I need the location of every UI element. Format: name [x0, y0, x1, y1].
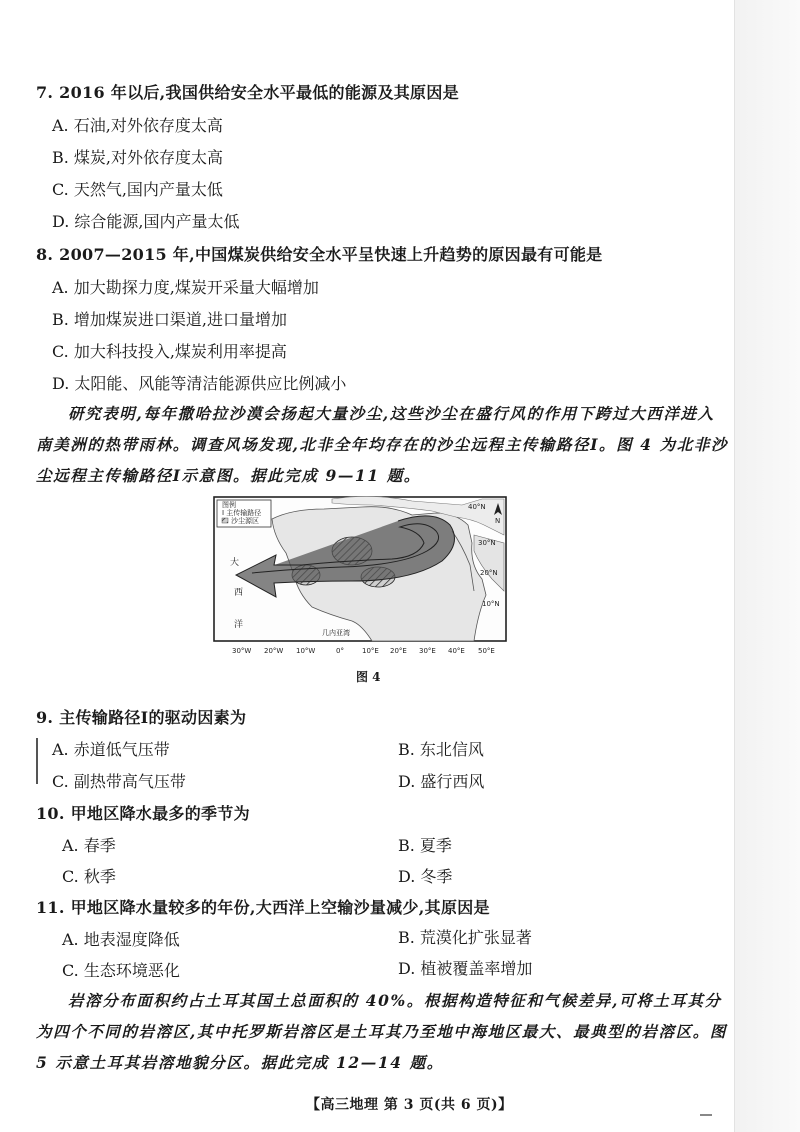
- lat-label-20n: 20°N: [480, 569, 498, 577]
- q8-option-d: D. 太阳能、风能等清洁能源供应比例减小: [52, 374, 347, 393]
- figure-4-dust-path-map: [212, 495, 510, 657]
- q11-option-b: B. 荒漠化扩张显著: [398, 928, 532, 947]
- passage1-line-2: 南美洲的热带雨林。调查风场发现,北非全年均存在的沙尘远程主传输路径Ⅰ。图 4 为北非沙: [36, 435, 729, 454]
- passage2-line-1: 岩溶分布面积约占土耳其国土总面积的 40%。根据构造特征和气候差异,可将土耳其分: [68, 991, 722, 1010]
- q10-option-b: B. 夏季: [398, 836, 452, 855]
- lon-label-40e: 40°E: [448, 647, 465, 655]
- lon-label-30e: 30°E: [419, 647, 436, 655]
- q10-option-c: C. 秋季: [62, 867, 116, 886]
- q9-option-a: A. 赤道低气压带: [52, 740, 170, 759]
- lon-label-20w: 20°W: [264, 647, 284, 655]
- legend-title: 图例: [222, 501, 236, 509]
- q7-option-a: A. 石油,对外依存度太高: [52, 116, 223, 135]
- q10-option-d: D. 冬季: [398, 867, 453, 886]
- ocean-label-2: 西: [234, 588, 244, 598]
- scan-edge: [734, 0, 800, 1132]
- q8-option-c: C. 加大科技投入,煤炭利用率提高: [52, 342, 287, 361]
- page-footer: 【高三地理 第 3 页(共 6 页)】: [306, 1097, 513, 1113]
- passage1-line-1: 研究表明,每年撒哈拉沙漠会扬起大量沙尘,这些沙尘在盛行风的作用下跨过大西洋进入: [68, 404, 715, 423]
- q9-option-b: B. 东北信风: [398, 740, 484, 759]
- question-10-title: 10. 甲地区降水最多的季节为: [36, 804, 250, 823]
- q11-option-c: C. 生态环境恶化: [62, 961, 180, 980]
- passage-sahara-dust: [36, 398, 729, 491]
- q8-option-b: B. 增加煤炭进口渠道,进口量增加: [52, 310, 288, 329]
- question-8-title: 8. 2007—2015 年,中国煤炭供给安全水平呈快速上升趋势的原因最有可能是: [36, 245, 603, 264]
- passage1-line-3: 尘远程主传输路径Ⅰ示意图。据此完成 9—11 题。: [36, 466, 421, 485]
- lon-label-30w: 30°W: [232, 647, 252, 655]
- lon-label-10e: 10°E: [362, 647, 379, 655]
- q7-option-b: B. 煤炭,对外依存度太高: [52, 148, 224, 167]
- lon-label-0: 0°: [336, 647, 344, 655]
- legend-dust-swatch: [222, 518, 228, 523]
- question-7-title: 7. 2016 年以后,我国供给安全水平最低的能源及其原因是: [36, 83, 459, 102]
- lat-label-40n: 40°N: [468, 503, 486, 511]
- q7-option-d: D. 综合能源,国内产量太低: [52, 212, 240, 231]
- figure-4-caption: 图 4: [356, 670, 381, 684]
- lat-label-10n: 10°N: [482, 600, 500, 608]
- legend-dust: 沙尘源区: [231, 517, 259, 525]
- north-label: N: [495, 517, 501, 525]
- legend-path: Ⅰ 主传输路径: [222, 509, 262, 517]
- q8-option-a: A. 加大勘探力度,煤炭开采量大幅增加: [52, 278, 319, 297]
- lon-label-20e: 20°E: [390, 647, 407, 655]
- passage2-line-2: 为四个不同的岩溶区,其中托罗斯岩溶区是土耳其乃至地中海地区最大、最典型的岩溶区。图: [36, 1022, 727, 1041]
- lon-label-50e: 50°E: [478, 647, 495, 655]
- scan-artifact-line: [36, 738, 38, 784]
- q11-option-d: D. 植被覆盖率增加: [398, 959, 533, 978]
- question-9-title: 9. 主传输路径Ⅰ的驱动因素为: [36, 708, 247, 727]
- passage-turkey-karst: [36, 985, 727, 1078]
- question-11-title: 11. 甲地区降水量较多的年份,大西洋上空输沙量减少,其原因是: [36, 898, 490, 917]
- lon-label-10w: 10°W: [296, 647, 316, 655]
- q11-option-a: A. 地表湿度降低: [62, 930, 180, 949]
- gulf-of-guinea-label: 几内亚湾: [322, 629, 350, 637]
- scan-dash-mark: [700, 1114, 712, 1116]
- passage2-line-3: 5 示意土耳其岩溶地貌分区。据此完成 12—14 题。: [36, 1053, 444, 1072]
- lat-label-30n: 30°N: [478, 539, 496, 547]
- q7-option-c: C. 天然气,国内产量太低: [52, 180, 223, 199]
- q10-option-a: A. 春季: [62, 836, 116, 855]
- q9-option-c: C. 副热带高气压带: [52, 772, 186, 791]
- ocean-label-3: 洋: [234, 620, 244, 630]
- q9-option-d: D. 盛行西风: [398, 772, 485, 791]
- ocean-label-1: 大: [230, 558, 240, 568]
